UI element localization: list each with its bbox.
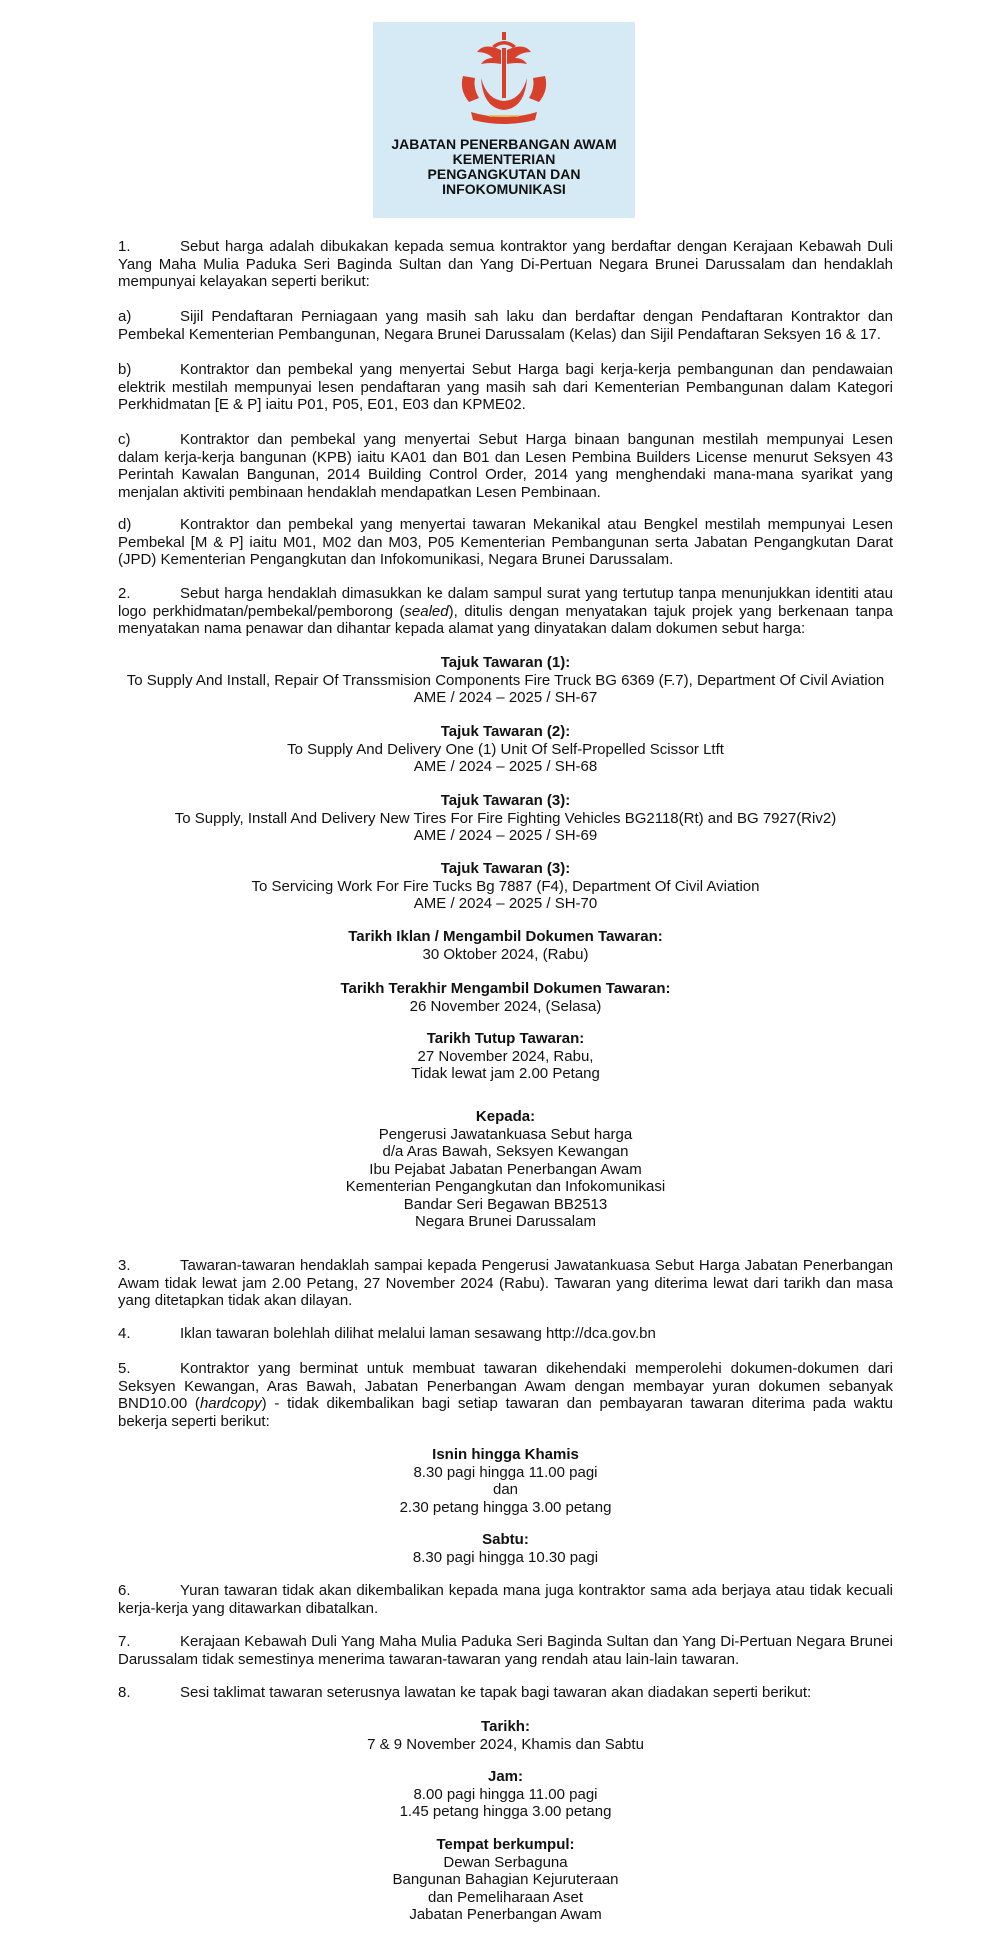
paragraph-number: a) (118, 308, 132, 325)
tender-2 (118, 723, 893, 776)
paragraph-text: Kontraktor dan pembekal yang menyertai Sebut Harga binaan bangunan mestilah mempunyai Lesen dalam kerja-kerja bangunan (KPB) iaitu KA01 dan B01 dan Lesen Pembina Builders License menurut Seksyen 43 Perintah Kawalan Bangunan, 2014 Building Control Order, 2014 yang menghendaki mana-mana syarikat yang menjalan aktiviti pembinaan hendaklah mendapatkan Lesen Pembinaan. (118, 431, 893, 501)
italic-term: sealed (404, 602, 449, 620)
paragraph-number: 6. (118, 1582, 131, 1599)
paragraph-number: 2. (118, 585, 131, 602)
tender-title: To Supply And Delivery One (1) Unit Of Self-Propelled Scissor Ltft (287, 740, 724, 758)
closing-date-value: 27 November 2024, Rabu, (417, 1047, 594, 1065)
paragraph-3 (118, 1257, 893, 1310)
briefing-date (118, 1718, 893, 1753)
tender-3 (118, 792, 893, 845)
tender-heading: Tajuk Tawaran (2): (440, 723, 571, 740)
agency-line: PENGANGKUTAN DAN (427, 166, 581, 182)
tender-reference: AME / 2024 – 2025 / SH-67 (413, 689, 598, 706)
briefing-place-line: dan Pemeliharaan Aset (427, 1888, 584, 1906)
paragraph-text: Tawaran-tawaran hendaklah sampai kepada Pengerusi Jawatankuasa Sebut Harga Jabatan Penerbangan Awam tidak lewat jam 2.00 Petang, 27 November 2024 (Rabu). Tawaran yang diterima lewat dari tarikh dan masa yang ditetapkan tidak akan dilayan. (118, 1257, 893, 1309)
saturday-hours: 8.30 pagi hingga 10.30 pagi (412, 1548, 599, 1566)
office-hours-saturday (118, 1531, 893, 1566)
paragraph-d (118, 516, 893, 569)
paragraph-5 (118, 1360, 893, 1430)
paragraph-7 (118, 1633, 893, 1668)
paragraph-number: c) (118, 431, 131, 448)
briefing-time (118, 1768, 893, 1821)
paragraph-number: 4. (118, 1325, 131, 1342)
paragraph-number: 8. (118, 1684, 131, 1701)
paragraph-text: ), ditulis dengan menyatakan tajuk projek yang berkenaan tanpa menyatakan nama penawar dan dihantar kepada alamat yang dinyatakan dalam dokumen sebut harga: (118, 602, 893, 637)
closing-date-heading: Tarikh Tutup Tawaran: (426, 1030, 585, 1047)
weekday-and: dan (492, 1481, 519, 1498)
briefing-time-morning: 8.00 pagi hingga 11.00 pagi (413, 1785, 598, 1803)
paragraph-number: b) (118, 361, 132, 378)
paragraph-number: 1. (118, 238, 131, 255)
paragraph-number: 3. (118, 1257, 131, 1274)
paragraph-8 (118, 1684, 893, 1702)
paragraph-1 (118, 238, 893, 291)
paragraph-text: Iklan tawaran bolehlah dilihat melalui laman sesawang http://dca.gov.bn (180, 1325, 656, 1342)
paragraph-4 (118, 1325, 893, 1343)
address-line: Negara Brunei Darussalam (415, 1213, 596, 1230)
tender-reference: AME / 2024 – 2025 / SH-69 (413, 827, 598, 844)
paragraph-text: Kerajaan Kebawah Duli Yang Maha Mulia Paduka Seri Baginda Sultan dan Yang Di-Pertuan Negara Brunei Darussalam tidak semestinya menerima tawaran-tawaran yang rendah atau lain-lain tawaran. (118, 1633, 893, 1668)
closing-time-value: Tidak lewat jam 2.00 Petang (411, 1065, 600, 1082)
closing-date (118, 1030, 893, 1083)
tender-4 (118, 860, 893, 913)
briefing-date-heading: Tarikh: (481, 1718, 530, 1735)
paragraph-6 (118, 1582, 893, 1617)
briefing-place-line: Bangunan Bahagian Kejuruteraan (392, 1871, 619, 1888)
address-line: Ibu Pejabat Jabatan Penerbangan Awam (369, 1160, 642, 1178)
paragraph-text: ) - tidak dikembalikan bagi setiap tawaran dan pembayaran tawaran diterima pada waktu bekerja seperti berikut: (118, 1395, 893, 1430)
italic-term: hardcopy (199, 1395, 262, 1412)
paragraph-text: Kontraktor dan pembekal yang menyertai tawaran Mekanikal atau Bengkel mestilah mempunyai Lesen Pembekal [M & P] iaitu M01, M02 dan M03, P05 Kementerian Pembangunan serta Jabatan Pengangkutan Darat (JPD) Kementerian Pengangkutan dan Infokomunikasi, Negara Brunei Darussalam. (118, 516, 893, 568)
tender-title: To Supply And Install, Repair Of Transsmision Components Fire Truck BG 6369 (F.7), Department Of Civil Aviation (126, 671, 885, 689)
paragraph-text: Sijil Pendaftaran Perniagaan yang masih sah laku dan berdaftar dengan Pendaftaran Kontraktor dan Pembekal Kementerian Pembangunan, Negara Brunei Darussalam (Kelas) dan Sijil Pendaftaran Seksyen 16 & 17. (118, 308, 893, 343)
tender-heading: Tajuk Tawaran (3): (440, 860, 571, 877)
last-date-heading: Tarikh Terakhir Mengambil Dokumen Tawaran: (340, 980, 671, 997)
tender-title: To Supply, Install And Delivery New Tires For Fire Fighting Vehicles BG2118(Rt) and BG 7927(Riv2) (174, 809, 837, 827)
advert-date (118, 928, 893, 963)
tender-heading: Tajuk Tawaran (3): (440, 792, 571, 809)
briefing-place-line: Dewan Serbaguna (443, 1853, 568, 1871)
last-date-value: 26 November 2024, (Selasa) (409, 997, 602, 1015)
briefing-date-value: 7 & 9 November 2024, Khamis dan Sabtu (367, 1735, 644, 1753)
tender-1 (118, 654, 893, 707)
agency-line: KEMENTERIAN (452, 151, 556, 167)
paragraph-number: d) (118, 516, 132, 533)
briefing-time-afternoon: 1.45 petang hingga 3.00 petang (399, 1803, 612, 1820)
address-line: d/a Aras Bawah, Seksyen Kewangan (382, 1143, 629, 1160)
last-collection-date (118, 980, 893, 1015)
paragraph-text: Kontraktor yang berminat untuk membuat tawaran dikehendaki memperolehi dokumen-dokumen dari Seksyen Kewangan, Aras Bawah, Jabatan Penerbangan Awam dengan membayar yuran dokumen sebanyak BND10.00 ( (118, 1360, 893, 1412)
briefing-place-line: Jabatan Penerbangan Awam (409, 1906, 602, 1923)
tender-title: To Servicing Work For Fire Tucks Bg 7887 (F4), Department Of Civil Aviation (251, 877, 760, 895)
paragraph-number: 5. (118, 1360, 131, 1377)
agency-line: INFOKOMUNIKASI (442, 181, 566, 197)
address-line: Bandar Seri Begawan BB2513 (403, 1195, 608, 1213)
tender-reference: AME / 2024 – 2025 / SH-68 (413, 758, 598, 775)
paragraph-text: Kontraktor dan pembekal yang menyertai Sebut Harga bagi kerja-kerja pembangunan dan pendawaian elektrik mestilah mempunyai lesen pendaftaran yang masih sah dari Kementerian Pembangunan dalam Kategori Perkhidmatan [E & P] iaitu P01, P05, E01, E03 dan KPME02. (118, 361, 893, 413)
paragraph-text: Yuran tawaran tidak akan dikembalikan kepada mana juga kontraktor sama ada berjaya atau tidak kecuali kerja-kerja yang ditawarkan dibatalkan. (118, 1582, 893, 1617)
briefing-place-heading: Tempat berkumpul: (436, 1836, 575, 1853)
weekday-afternoon: 2.30 petang hingga 3.00 petang (399, 1498, 612, 1516)
paragraph-2 (118, 585, 893, 638)
briefing-place (118, 1836, 893, 1924)
paragraph-a (118, 308, 893, 343)
paragraph-text: Sebut harga adalah dibukakan kepada semua kontraktor yang berdaftar dengan Kerajaan Kebawah Duli Yang Maha Mulia Paduka Seri Baginda Sultan dan Yang Di-Pertuan Negara Brunei Darussalam dan hendaklah mempunyai kelayakan seperti berikut: (118, 238, 893, 290)
address-heading: Kepada: (475, 1108, 536, 1125)
address-line: Pengerusi Jawatankuasa Sebut harga (378, 1125, 633, 1143)
weekday-morning: 8.30 pagi hingga 11.00 pagi (413, 1463, 598, 1481)
weekday-heading: Isnin hingga Khamis (432, 1446, 579, 1463)
briefing-time-heading: Jam: (487, 1768, 524, 1785)
paragraph-number: 7. (118, 1633, 131, 1650)
saturday-heading: Sabtu: (482, 1531, 529, 1548)
tender-heading: Tajuk Tawaran (1): (440, 654, 571, 671)
paragraph-text: Sesi taklimat tawaran seterusnya lawatan ke tapak bagi tawaran akan diadakan seperti berikut: (180, 1684, 812, 1701)
agency-header (373, 22, 635, 218)
advert-date-heading: Tarikh Iklan / Mengambil Dokumen Tawaran: (348, 928, 663, 945)
delivery-address (118, 1108, 893, 1231)
paragraph-text: Sebut harga hendaklah dimasukkan ke dalam sampul surat yang tertutup tanpa menunjukkan identiti atau logo perkhidmatan/pembekal/pemborong ( (118, 585, 893, 620)
paragraph-b (118, 361, 893, 414)
advert-date-value: 30 Oktober 2024, (Rabu) (422, 945, 589, 963)
address-line: Kementerian Pengangkutan dan Infokomunikasi (345, 1178, 666, 1195)
paragraph-c (118, 431, 893, 501)
tender-reference: AME / 2024 – 2025 / SH-70 (413, 895, 598, 912)
office-hours-weekday (118, 1446, 893, 1516)
agency-name (373, 137, 635, 197)
agency-line: JABATAN PENERBANGAN AWAM (391, 136, 617, 152)
brunei-crest-icon (449, 28, 559, 128)
